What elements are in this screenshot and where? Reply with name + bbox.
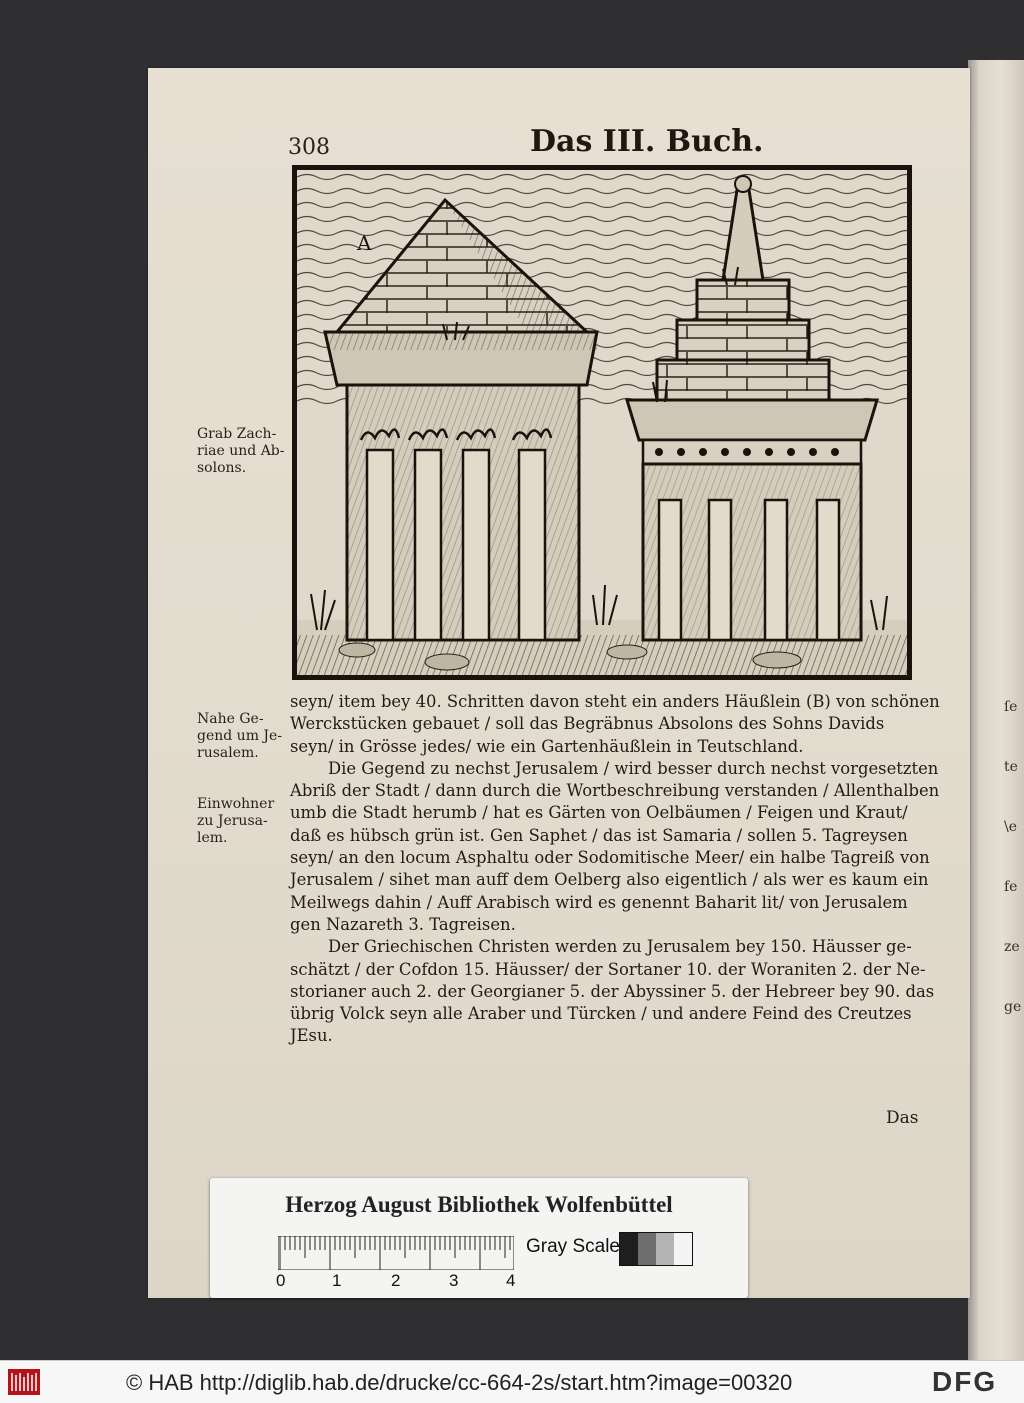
text-line: seyn/ an den locum Asphaltu oder Sodomitische Meer/ ein halbe Tagreiß von bbox=[290, 848, 930, 868]
body-text bbox=[290, 691, 940, 1048]
marginal-note-3 bbox=[197, 796, 292, 847]
text-line: seyn/ item bey 40. Schritten davon steht ein anders Häußlein (B) von schönen bbox=[290, 692, 940, 711]
text-line: Der Griechischen Christen werden zu Jerusalem bey 150. Häusser ge- bbox=[328, 937, 912, 957]
ruler-icon bbox=[278, 1236, 514, 1270]
grayscale-swatch bbox=[674, 1233, 692, 1265]
text-line: seyn/ in Grösse jedes/ wie ein Gartenhäußlein in Teutschland. bbox=[290, 736, 804, 756]
page-number: 308 bbox=[288, 135, 330, 160]
text-line: Jerusalem / sihet man auff dem Oelberg also eigentlich / als wer es kaum ein bbox=[290, 870, 929, 890]
ruler-label: 0 bbox=[276, 1271, 286, 1290]
marginal-line: zu Jerusa- bbox=[197, 813, 268, 829]
woodcut-illustration bbox=[292, 165, 912, 680]
ruler-labels bbox=[276, 1271, 536, 1291]
grayscale-swatch bbox=[656, 1233, 674, 1265]
adjacent-page-edge: ſe te \e fe ze ge bbox=[968, 60, 1024, 1360]
text-line: storianer auch 2. der Georgianer 5. der Abyssiner 5. der Hebreer bey 90. das bbox=[290, 981, 935, 1001]
hab-logo-icon bbox=[8, 1369, 40, 1395]
text-line: übrig Volck seyn alle Araber und Türcken / und andere Feind des Creutzes bbox=[290, 1004, 912, 1024]
grayscale-swatches bbox=[619, 1232, 693, 1266]
text-line: umb die Stadt herumb / hat es Gärten von Oelbäumen / Feigen und Kraut/ bbox=[290, 803, 908, 823]
grayscale-swatch bbox=[638, 1233, 656, 1265]
marginal-note-2 bbox=[197, 711, 292, 762]
footer-bar bbox=[0, 1360, 1024, 1403]
running-head: Das III. Buch. bbox=[530, 124, 764, 159]
marginal-line: Einwohner bbox=[197, 796, 275, 812]
marginal-line: rusalem. bbox=[197, 745, 259, 761]
dfg-logo: DFG bbox=[932, 1366, 998, 1397]
marginal-line: Grab Zach- bbox=[197, 426, 277, 442]
text-line: Abriß der Stadt / dann durch die Wortbeschreibung verstanden / Allenthalben bbox=[290, 781, 940, 801]
catchword: Das bbox=[886, 1108, 919, 1128]
text-line: Die Gegend zu nechst Jerusalem / wird besser durch nechst vorgesetzten bbox=[328, 758, 939, 778]
grayscale-swatch bbox=[620, 1233, 638, 1265]
ruler-label: 1 bbox=[332, 1271, 342, 1290]
marginal-line: Nahe Ge- bbox=[197, 711, 264, 727]
text-line: schätzt / der Cofdon 15. Häusser/ der Sortaner 10. der Woraniten 2. der Ne- bbox=[290, 959, 926, 979]
marginal-line: lem. bbox=[197, 830, 228, 846]
ruler-label: 2 bbox=[391, 1271, 401, 1290]
footer-url[interactable]: © HAB http://diglib.hab.de/drucke/cc-664-2s/start.htm?image=00320 bbox=[126, 1370, 793, 1395]
ruler-label: 4 bbox=[506, 1271, 516, 1290]
grayscale-label: Gray Scale bbox=[526, 1236, 620, 1257]
text-line: JEsu. bbox=[290, 1026, 333, 1046]
text-line: Meilwegs dahin / Auff Arabisch wird es genennt Baharit lit/ von Jerusalem bbox=[290, 892, 908, 912]
woodcut-label: A bbox=[357, 231, 372, 255]
scale-card bbox=[210, 1178, 748, 1298]
marginal-note-1 bbox=[197, 426, 292, 477]
ruler-label: 3 bbox=[449, 1271, 459, 1290]
marginal-line: solons. bbox=[197, 460, 247, 476]
marginal-line: gend um Je- bbox=[197, 728, 283, 744]
library-title: Herzog August Bibliothek Wolfenbüttel bbox=[285, 1192, 673, 1217]
text-line: gen Nazareth 3. Tagreisen. bbox=[290, 914, 516, 934]
text-line: daß es hübsch grün ist. Gen Saphet / das ist Samaria / sollen 5. Tagreysen bbox=[290, 825, 908, 845]
text-line: Werckstücken gebauet / soll das Begräbnus Absolons des Sohns Davids bbox=[290, 714, 885, 734]
marginal-line: riae und Ab- bbox=[197, 443, 285, 459]
